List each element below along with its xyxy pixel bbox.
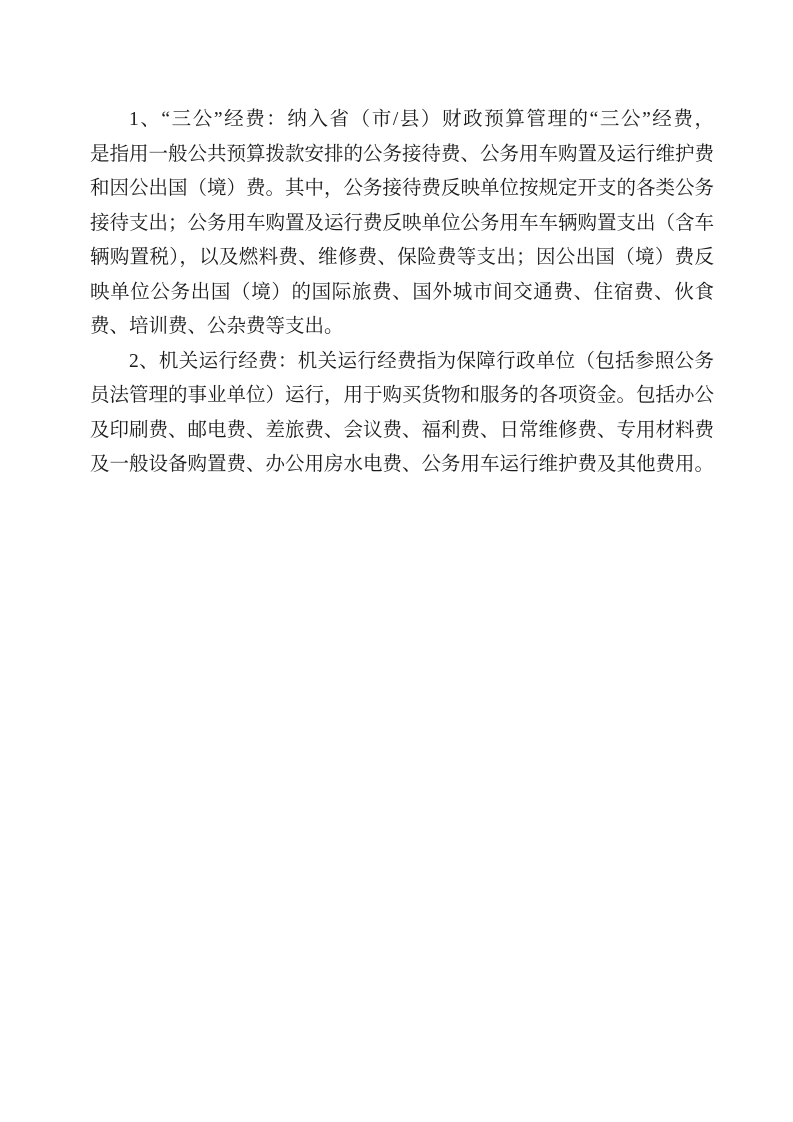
text-line: 及印刷费、邮电费、差旅费、会议费、福利费、日常维修费、专用材料费 [90, 419, 715, 441]
paragraph-three-public-expenses [90, 103, 714, 345]
text-line: 员法管理的事业单位）运行，用于购买货物和服务的各项资金。包括办公 [90, 385, 715, 406]
text-line: 映单位公务出国（境）的国际旅费、国外城市间交通费、住宿费、伙食 [90, 281, 714, 303]
text-line: 和因公出国（境）费。其中，公务接待费反映单位按规定开支的各类公务 [90, 178, 715, 199]
paragraph-agency-operating-expenses [90, 345, 714, 483]
text-line: 1、“三公”经费：纳入省（市/县）财政预算管理的“三公”经费， [129, 109, 714, 130]
text-line: 辆购置税），以及燃料费、维修费、保险费等支出；因公出国（境）费反 [90, 247, 714, 268]
text-line: 2、机关运行经费：机关运行经费指为保障行政单位（包括参照公务 [129, 350, 714, 372]
text-line: 费、培训费、公杂费等支出。 [90, 316, 344, 337]
text-line: 是指用一般公共预算拨款安排的公务接待费、公务用车购置及运行维护费 [90, 143, 715, 165]
text-line: 接待支出；公务用车购置及运行费反映单位公务用车车辆购置支出（含车 [90, 212, 715, 234]
document-text-block [90, 103, 714, 483]
text-line: 及一般设备购置费、办公用房水电费、公务用车运行维护费及其他费用。 [90, 454, 715, 475]
